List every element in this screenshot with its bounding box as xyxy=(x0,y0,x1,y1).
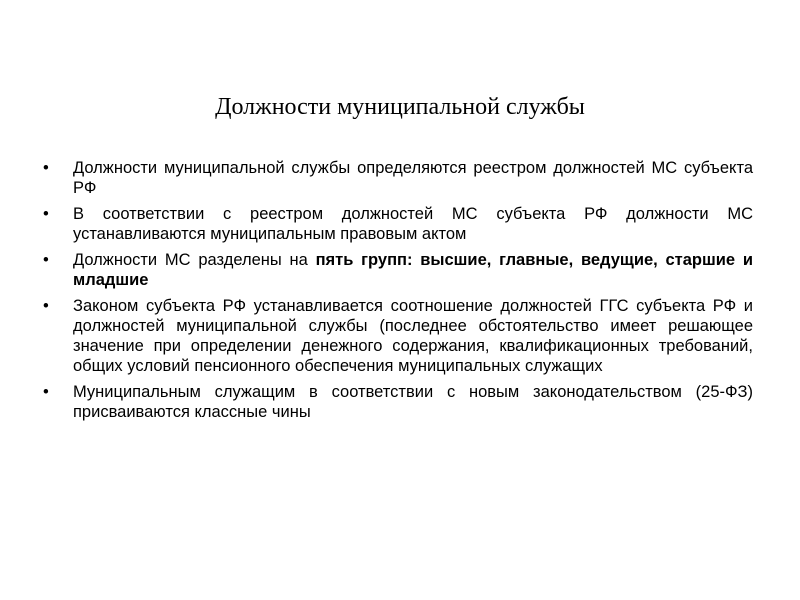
bullet-icon: • xyxy=(43,159,49,177)
list-item-bold-text: пять групп: высшие, главные, ведущие, старшие и младшие xyxy=(73,251,753,289)
list-item-text: Должности муниципальной службы определяются реестром должностей МС субъекта РФ xyxy=(73,159,753,197)
bullet-list xyxy=(43,158,753,428)
list-item-text: Законом субъекта РФ устанавливается соотношение должностей ГГС субъекта РФ и должностей муниципальной службы (последнее обстоятельство имеет решающее значение при определении денежного содержания, квалификационных требований, общих условий пенсионного обеспечения муниципальных служащих xyxy=(73,297,753,375)
list-item-text: Муниципальным служащим в соответствии с новым законодательством (25-ФЗ) присваиваются классные чины xyxy=(73,383,753,421)
list-item-text: Должности МС разделены на xyxy=(73,251,316,269)
list-item xyxy=(43,250,753,290)
list-item xyxy=(43,382,753,422)
bullet-icon: • xyxy=(43,383,49,401)
bullet-icon: • xyxy=(43,251,49,269)
list-item xyxy=(43,296,753,376)
list-item-text: В соответствии с реестром должностей МС субъекта РФ должности МС устанавливаются муниципальным правовым актом xyxy=(73,205,753,243)
bullet-icon: • xyxy=(43,297,49,315)
slide-title: Должности муниципальной службы xyxy=(215,94,585,120)
list-item xyxy=(43,204,753,244)
bullet-icon: • xyxy=(43,205,49,223)
list-item xyxy=(43,158,753,198)
